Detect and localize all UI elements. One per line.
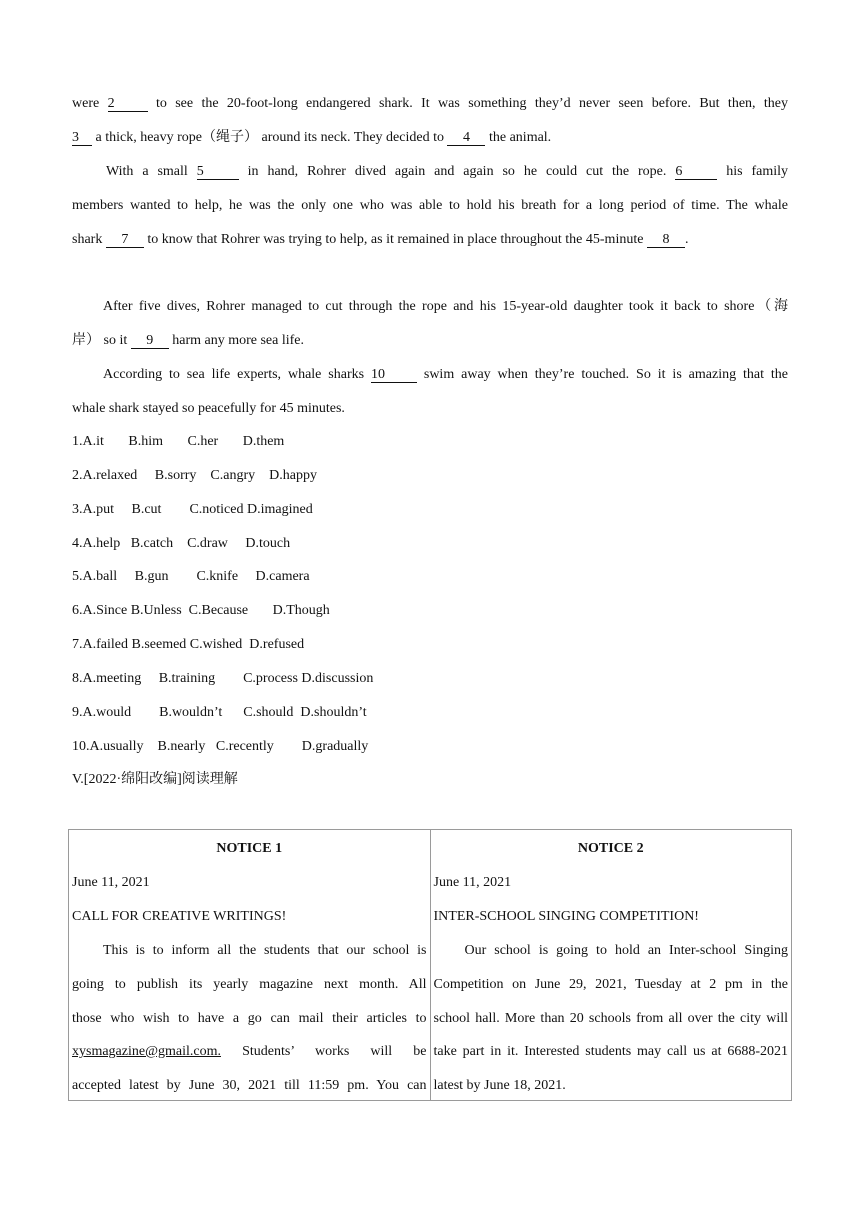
blank-5: 5: [197, 164, 239, 180]
passage-line: [72, 231, 788, 249]
option-row: 9.A.would B.wouldn’t C.should D.shouldn’t: [72, 705, 367, 720]
option-row: 3.A.put B.cut C.noticed D.imagined: [72, 502, 313, 517]
notices-table: [68, 829, 792, 1101]
blank-10: 10: [371, 367, 417, 383]
notice-body-line: latest by June 18, 2021.: [433, 1078, 566, 1093]
option-row: 5.A.ball B.gun C.knife D.camera: [72, 569, 310, 584]
option-row: 7.A.failed B.seemed C.wished D.refused: [72, 637, 305, 652]
notice-headline: CALL FOR CREATIVE WRITINGS!: [72, 909, 287, 924]
passage-text: his family: [726, 164, 789, 179]
passage-line: [106, 163, 788, 181]
blank-2: 2: [108, 96, 148, 112]
passage-text: members wanted to help, he was the only one who was able to hold his breath for a long period of time. The whale: [72, 198, 788, 213]
option-row: 4.A.help B.catch C.draw D.touch: [72, 536, 291, 551]
option-row: 8.A.meeting B.training C.process D.discussion: [72, 671, 374, 686]
passage-text: 岸） so it: [72, 333, 128, 348]
passage-text: After five dives, Rohrer managed to cut through the rope and his 15-year-old daughter took it back to shore（海: [103, 299, 788, 314]
passage-text: to know that Rohrer was trying to help, as it remained in place throughout the 45-minute: [147, 232, 644, 247]
passage-text: shark: [72, 232, 103, 247]
notice-1-cell: [69, 830, 431, 1101]
passage-line: [72, 332, 788, 350]
notice-title: NOTICE 2: [577, 841, 644, 856]
blank-9: 9: [131, 333, 169, 349]
passage-text: harm any more sea life.: [172, 333, 305, 348]
blank-4: 4: [447, 130, 485, 146]
passage-line: [72, 197, 788, 215]
blank-7: 7: [106, 232, 144, 248]
passage-text: swim away when they’re touched. So it is amazing that the: [423, 367, 788, 382]
notice-body-line: Our school is going to hold an Inter-school Singing: [464, 943, 788, 958]
passage-text: a thick, heavy rope（绳子） around its neck. They decided to: [95, 130, 444, 145]
notice-2-cell: [430, 830, 792, 1101]
notice-body-text: Students’ works will be: [242, 1044, 427, 1059]
option-row: 2.A.relaxed B.sorry C.angry D.happy: [72, 468, 317, 483]
section-heading: V.[2022·绵阳改编]阅读理解: [72, 772, 238, 787]
passage-text: to see the 20-foot-long endangered shark. It was something they’d never seen before. But then, they: [155, 96, 789, 111]
passage-line: [72, 95, 788, 113]
notice-title: NOTICE 1: [216, 841, 283, 856]
notice-body-line: school hall. More than 20 schools from all over the city will: [433, 1011, 788, 1026]
passage-text: the animal.: [488, 130, 552, 145]
notice-body-line: those who wish to have a go can mail their articles to: [72, 1011, 427, 1026]
option-row: 1.A.it B.him C.her D.them: [72, 434, 285, 449]
notice-body-line: accepted latest by June 30, 2021 till 11:59 pm. You can: [72, 1078, 427, 1093]
notice-body-line: Competition on June 29, 2021, Tuesday at 2 pm in the: [433, 977, 788, 992]
blank-8: 8: [647, 232, 685, 248]
passage-text: With a small: [106, 164, 188, 179]
passage-text: whale shark stayed so peacefully for 45 minutes.: [72, 401, 345, 416]
passage-text: .: [684, 232, 689, 247]
email-link[interactable]: xysmagazine@gmail.com.: [72, 1044, 221, 1059]
notice-body-line: This is to inform all the students that our school is: [103, 943, 427, 958]
passage-line: [72, 400, 788, 418]
notice-headline: INTER-SCHOOL SINGING COMPETITION!: [433, 909, 699, 924]
passage-line: [103, 366, 788, 384]
blank-6: 6: [675, 164, 717, 180]
passage-line: [72, 129, 788, 147]
option-row: 6.A.Since B.Unless C.Because D.Though: [72, 603, 330, 618]
notice-body-line: going to publish its yearly magazine next month. All: [72, 977, 427, 992]
notice-date: June 11, 2021: [433, 875, 512, 890]
notice-body-line: take part in it. Interested students may call us at 6688-2021: [433, 1044, 788, 1059]
passage-text: in hand, Rohrer dived again and again so he could cut the rope.: [247, 164, 667, 179]
passage-text: According to sea life experts, whale sharks: [103, 367, 365, 382]
blank-3: 3: [72, 130, 92, 146]
option-row: 10.A.usually B.nearly C.recently D.gradually: [72, 739, 369, 754]
passage-line: [103, 298, 788, 316]
notice-body-line: [72, 1043, 427, 1061]
passage-text: were: [72, 96, 100, 111]
notice-date: June 11, 2021: [72, 875, 150, 890]
